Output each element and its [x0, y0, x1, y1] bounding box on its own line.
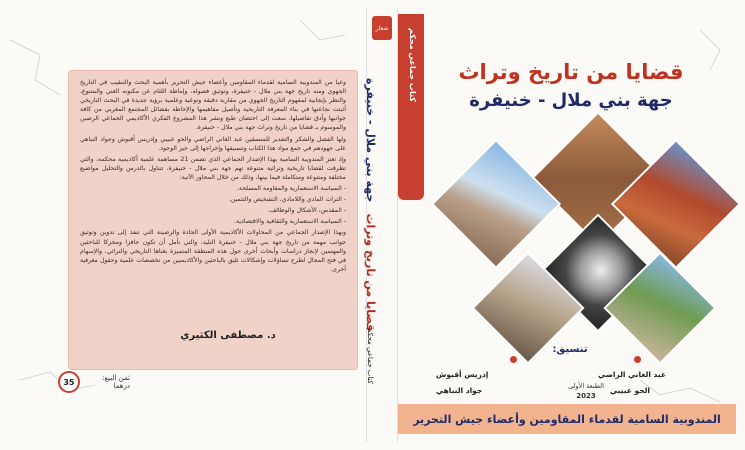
back-cover-text — [80, 78, 346, 364]
back-paragraph-6: - المقدس، الأشكال والوظائف. — [267, 207, 346, 215]
kasbah-image — [434, 142, 558, 266]
coordinator-name: عبد الغاني الراضي — [598, 370, 667, 379]
red-dot-ornament — [510, 356, 517, 363]
red-dot-ornament — [634, 356, 641, 363]
back-author: د. مصطفى الكثيري — [180, 330, 276, 341]
spine-title: قضايا من تاريخ وتراث — [364, 213, 377, 332]
book-subtitle: جهة بني ملال - خنيفرة — [469, 90, 673, 111]
coordinator-name: الحو عبيبي — [610, 386, 651, 395]
back-paragraph-5: - التراث المادي واللامادي، التشخيص والتثمين. — [228, 196, 346, 204]
spine-subtitle: جهة بني ملال - خنيفرة — [364, 78, 377, 203]
spine-title-group — [363, 78, 382, 331]
edition-year: 2023 — [576, 392, 596, 400]
back-paragraph-1: وعيا من المندوبية السامية لقدماء المقاومين وأعضاء جيش التحرير بأهمية البحث والتنقيب في التاريخ الجهوي ومنه تاريخ جهة بني ملال - خنيفرة، وتوثيق فصوله، وإماطة اللثام عن مكنونه الغني والمتنوع، والنظر بإيجابية لمفهوم التاريخ الجهوي من مقاربة دقيقة وتوعية وعلمية برؤية جديدة في البحث التاريخي أثبتت نجاعتها في بناء المعرفة التاريخية وتأصيل مفاهيمها والإحاطة بفضائل المجتمع المغربي من كافة جوانبها وأدق تفاصيلها، سعت إلى احتضان طبع ونشر هذا المشروع الفكري الأكاديمي الجماعي الرصين والموسوم بـ قضايا من تاريخ وتراث جهة بني ملال - خنيفرة. — [80, 79, 346, 132]
coordinator-name: إدريس أقبوش — [436, 370, 489, 379]
price-badge — [58, 372, 130, 392]
book-spine — [366, 8, 398, 442]
price-label: ثمن البيع: درهما — [102, 374, 130, 390]
spine-collection: كتاب جماعي محكم — [366, 328, 374, 384]
edition-label: الطبعة الأولى — [568, 382, 604, 390]
publisher-bar — [398, 404, 736, 434]
back-cover — [8, 8, 363, 442]
collection-label: كتاب جماعي محكم — [408, 28, 417, 102]
back-paragraph-4: - السياسة الاستعمارية والمقاومة المسلحة. — [236, 185, 346, 193]
spine-logo: شعار — [372, 16, 392, 40]
publisher-name: المندوبية السامية لقدماء المقاومين وأعضاء جيش التحرير — [413, 412, 721, 426]
coordinator-name: جواد النباهي — [436, 386, 483, 395]
back-paragraph-2: ولها الفضل والشكر والتقدير للمنسقين عبد الغاني الراضي والحو عبيبي وإدريس أقبوش وجواد النباهي على جهودهم في جمع مواد هذا الكتاب وتنسيقها وإخراجها إلى حيز الوجود. — [80, 135, 346, 152]
back-paragraph-8: وبهذا الإصدار الجماعي من المحاولات الأكاديمية الأولى الجادة والرصينة التي تنفذ إلى تدوين وتوثيق جوانب مهمة من تاريخ جهة بني ملال - خنيفرة التليد، والتي نأمل أن تكون حافزا ومحركا للباحثين والمهتمين لإنجاز دراسات وأبحاث أخرى حول هذه المنطقة المتميزة بغناها التاريخي والتراثي، والإسهام في فتح المجال لطرح تساؤلات وإشكالات تليق بالباحثين والأكاديميين من تخصصات علمية وحقول معرفية أخرى. — [80, 229, 346, 273]
back-paragraph-7: - السياسة الاستعمارية والثقافية والاقتصادية. — [234, 218, 346, 226]
coordination-label: تنسيق: — [552, 344, 588, 355]
front-cover — [398, 8, 736, 442]
price-value: 35 — [58, 371, 80, 393]
back-paragraph-3: وإذ تعتز المندوبية السامية بهذا الإصدار الجماعي الذي تضمن 21 مساهمة علمية أكاديمية محكمة، والتي تطرقت لقضايا تاريخية وتراثية متنوعة تهم جهة بني ملال - خنيفرة، تتناول بالدرس والتحليل مواضيع مختلفة ومتنوعة ومتكاملة فيما بينها، وذلك من خلال المحاور الآتية: — [80, 155, 346, 181]
book-title: قضايا من تاريخ وتراث — [458, 60, 684, 84]
